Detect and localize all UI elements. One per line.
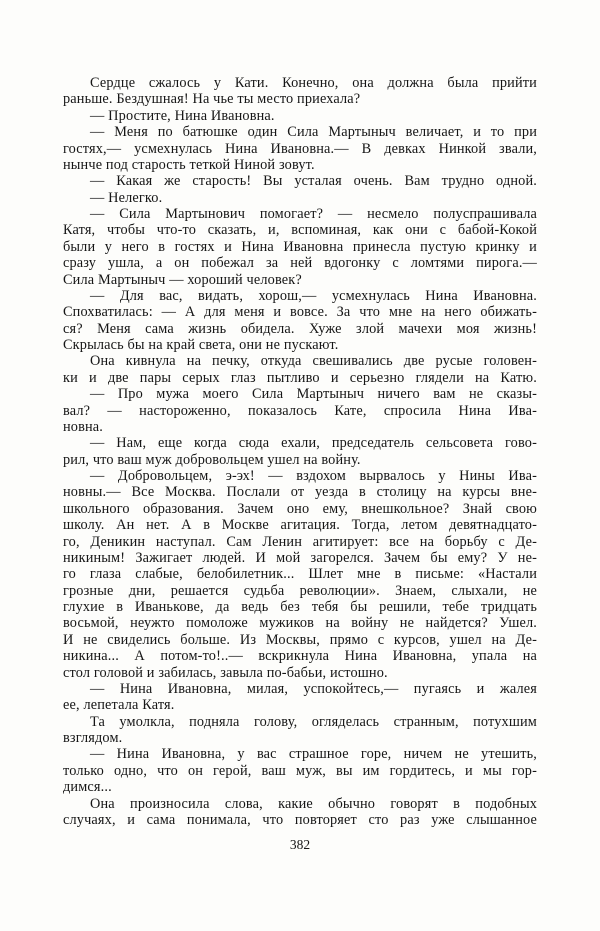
text-line: — Нина Ивановна, у вас страшное горе, ничем не утешить, xyxy=(90,746,537,763)
text-line: случаях, и сама понимала, что повторяет сто раз уже слышанное xyxy=(63,811,537,828)
text-line: — Какая же старость! Вы усталая очень. Вам трудно одной. xyxy=(90,173,537,190)
text-line: школьного образования. Зачем оно ему, внешкольное? Знай свою xyxy=(63,500,537,517)
text-line: — Нина Ивановна, милая, успокойтесь,— пугаясь и жалея xyxy=(90,680,537,697)
text-line: — Меня по батюшке один Сила Мартыныч величает, и то при xyxy=(90,124,537,141)
text-line: ее, лепетала Катя. xyxy=(63,697,175,714)
text-line: — Простите, Нина Ивановна. xyxy=(90,107,275,124)
page-number: 382 xyxy=(289,837,311,852)
text-line: — Для вас, видать, хорош,— усмехнулась Нина Ивановна. xyxy=(90,287,537,304)
text-line: — Сила Мартынович помогает? — несмело полуспрашивала xyxy=(90,206,537,222)
text-line: восьмой, неужто помоложе мужиков на войну не найдется? Ушел. xyxy=(63,615,537,632)
text-line: рил, что ваш муж добровольцем ушел на войну. xyxy=(63,451,361,468)
text-line: Спохватилась: — А для меня и вовсе. За что мне на него обижать- xyxy=(63,304,537,321)
text-line: грозные дни, решается судьба революции». Знаем, слыхали, не xyxy=(63,582,537,599)
text-line: ся? Меня сама жизнь обидела. Хуже злой мачехи моя жизнь! xyxy=(63,320,537,337)
text-line: гостях,— усмехнулась Нина Ивановна.— В девках Нинкой звали, xyxy=(63,140,537,157)
text-line: только одно, что он герой, ваш муж, вы им гордитесь, и мы гор- xyxy=(63,762,537,779)
text-line: ки и две пары серых глаз пытливо и серьезно глядели на Катю. xyxy=(63,369,537,386)
text-line: — Нам, еще когда сюда ехали, председатель сельсовета гово- xyxy=(90,435,537,452)
text-line: новна. xyxy=(63,418,104,435)
text-line: го глаза слабые, белобилетник... Шлет мне в письме: «Настали xyxy=(63,566,537,583)
text-line: Скрылась бы на край света, они не пускают. xyxy=(63,337,339,353)
text-line: Она кивнула на печку, откуда свешивались две русые головен- xyxy=(90,353,537,370)
text-line: глухие в Иванькове, да ведь без тебя бы решили, тебе тридцать xyxy=(63,599,537,615)
text-line: никиным! Зажигает людей. И мой загорелся. Зачем бы ему? У не- xyxy=(63,549,537,566)
text-line: Катя, чтобы что-то сказать, и, вспоминая, как они с бабой-Кокой xyxy=(63,222,537,239)
text-line: были у него в гостях и Нина Ивановна принесла пустую кринку и xyxy=(63,238,537,255)
text-line: — Нелегко. xyxy=(90,189,163,206)
text-line: школу. Ан нет. А в Москве агитация. Тогда, летом девятнадцато- xyxy=(63,517,537,534)
text-line: раньше. Бездушная! На чье ты место приехала? xyxy=(63,91,361,108)
text-line: сразу ушла, а он побежал за ней вдогонку с ломтями пирога.— xyxy=(63,255,537,272)
text-line: никина... А потом-то!..— вскрикнула Нина Ивановна, упала на xyxy=(63,648,537,665)
text-line: Она произносила слова, какие обычно говорят в подобных xyxy=(90,795,537,812)
text-line: вал? — настороженно, показалось Кате, спросила Нина Ива- xyxy=(63,402,537,419)
text-line: стол головой и забилась, завыла по-бабьи, истошно. xyxy=(63,664,388,681)
text-line: Сердце сжалось у Кати. Конечно, она должна была прийти xyxy=(90,75,537,91)
text-line: взглядом. xyxy=(63,730,123,746)
page-text xyxy=(63,75,537,828)
text-line: Сила Мартыныч — хороший человек? xyxy=(63,271,302,288)
text-line: — Добровольцем, э-эх! — вздохом вырвалось у Нины Ива- xyxy=(90,468,537,484)
text-line: И не свиделись больше. Из Москвы, прямо с курсов, ушел на Де- xyxy=(63,631,537,648)
text-line: го, Деникин наступал. Сам Ленин агитирует: все на борьбу с Де- xyxy=(63,533,537,550)
text-line: Та умолкла, подняла голову, огляделась странным, потухшим xyxy=(90,713,537,730)
text-line: димся... xyxy=(63,779,112,796)
text-line: нынче под старость теткой Ниной зовут. xyxy=(63,156,315,173)
text-line: новны.— Все Москва. Послали от уезда в столицу на курсы вне- xyxy=(63,484,537,501)
text-line: — Про мужа моего Сила Мартыныч ничего вам не сказы- xyxy=(90,386,537,403)
